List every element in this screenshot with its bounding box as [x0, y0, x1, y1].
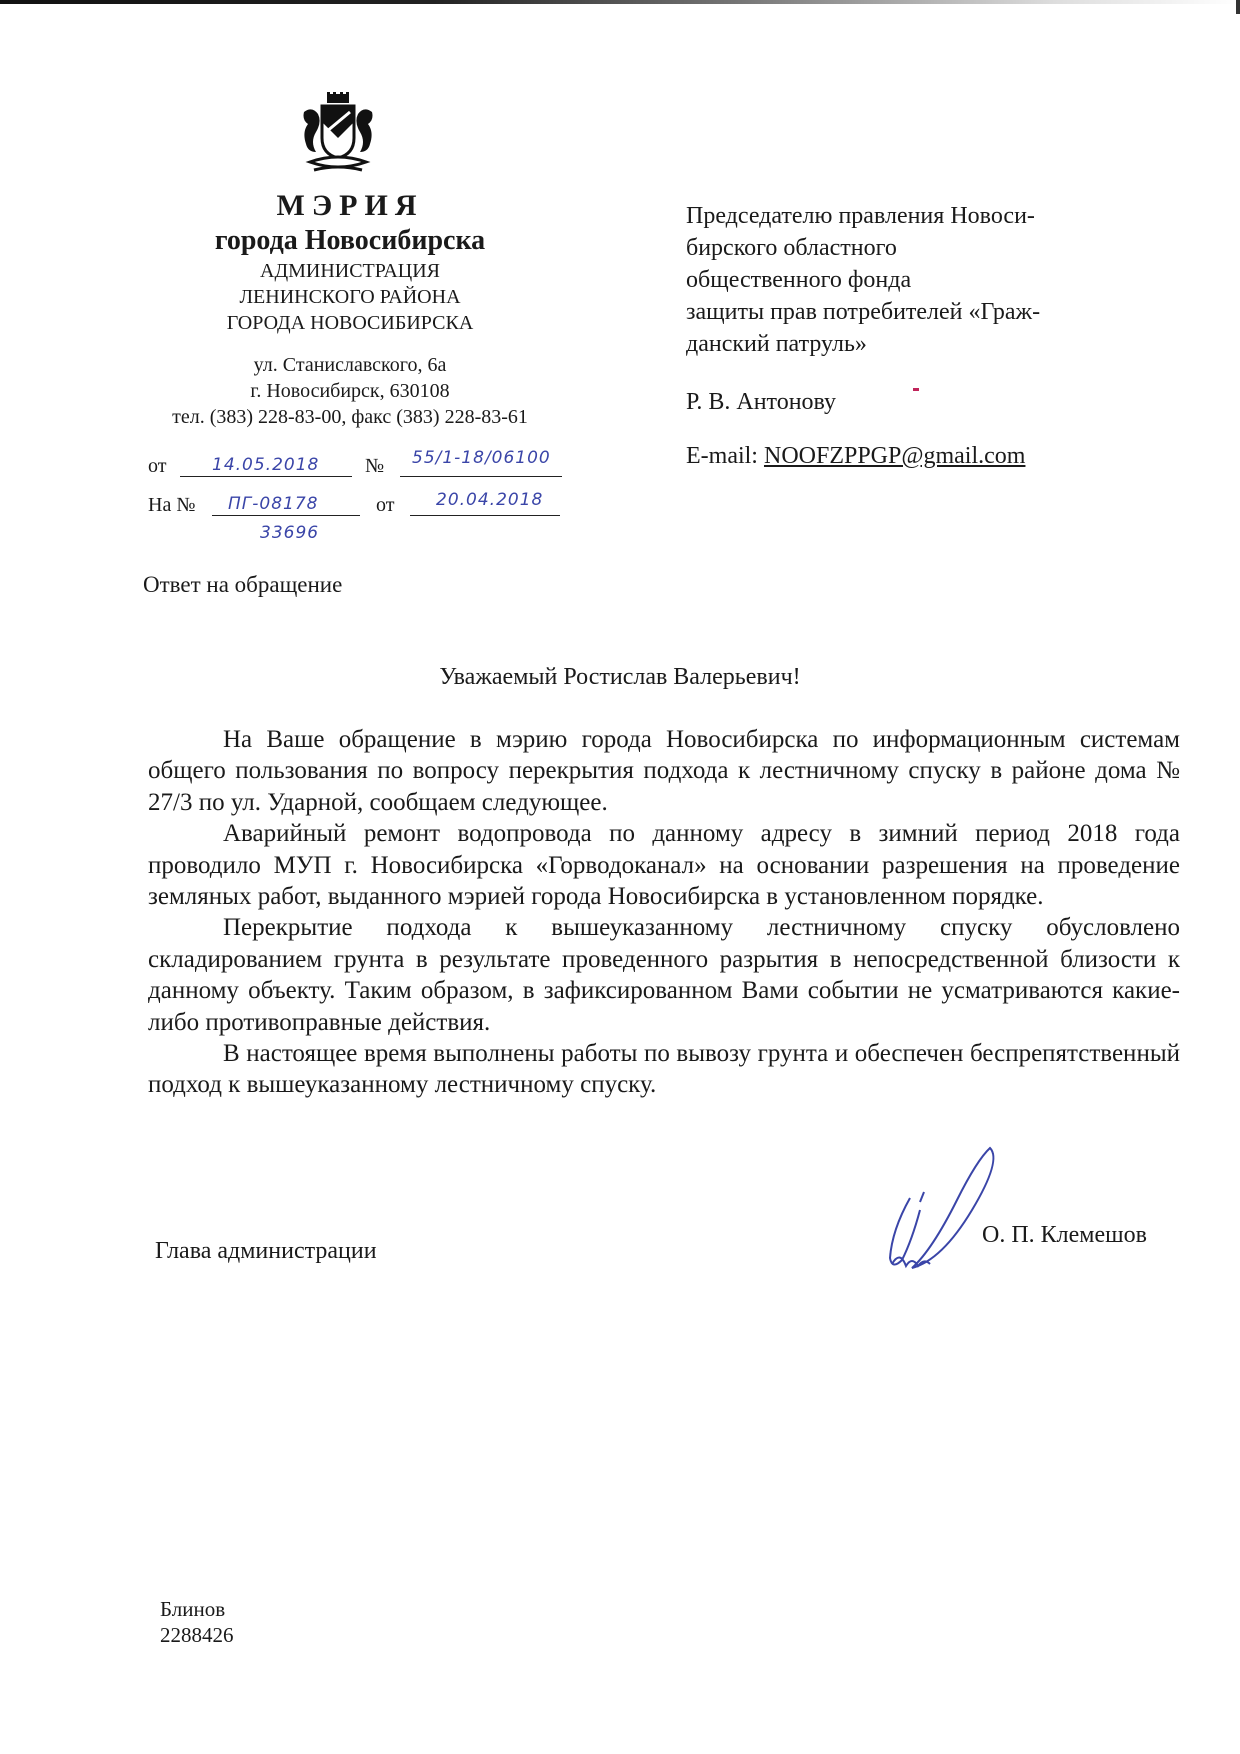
letterhead-address-line: г. Новосибирск, 630108 — [250, 380, 450, 402]
letterhead-address-line: ул. Станиславского, 6а — [253, 354, 447, 376]
number-underline — [400, 476, 562, 477]
scan-edge-right — [1236, 0, 1240, 14]
handwritten-signature-icon — [862, 1140, 1012, 1275]
letterhead-title: МЭРИЯ — [276, 189, 424, 222]
executor-name: Блинов — [160, 1597, 226, 1621]
addressee-line: бирского областного — [686, 235, 897, 261]
executor-block — [160, 1596, 234, 1648]
body-paragraph: Перекрытие подхода к вышеуказанному лестничному спуску обусловлено складированием грунта в результате проведенного разрытия в непосредственной близости к данному объекту. Таким образом, в зафиксированном Вами событии не усматриваются какие-либо противоправные действия. — [148, 914, 1180, 1036]
body-paragraph: Аварийный ремонт водопровода по данному адресу в зимний период 2018 года проводило МУП г. Новосибирска «Горводоканал» на основании разрешения на проведение земляных работ, выданного мэрией города Новосибирска в установленном порядке. — [148, 820, 1180, 911]
scan-edge — [0, 0, 1240, 4]
letterhead-admin-line: ГОРОДА НОВОСИБИРСКА — [226, 312, 474, 334]
email-link[interactable]: NOOFZPPGP@gmail.com — [763, 443, 1026, 469]
body-paragraph: В настоящее время выполнены работы по вывозу грунта и обеспечен беспрепятственный подход к вышеуказанному лестничному спуску. — [148, 1040, 1180, 1099]
registration-number-label: № — [365, 455, 385, 477]
addressee-line: данский патруль» — [686, 331, 867, 357]
reply-date-underline — [410, 515, 560, 516]
reply-date: 20.04.2018 — [436, 490, 544, 510]
signatory-name: О. П. Клемешов — [982, 1222, 1147, 1248]
addressee-block — [686, 200, 1126, 472]
subject-line: Ответ на обращение — [143, 572, 343, 597]
registration-number: 55/1-18/06100 — [412, 448, 551, 468]
letterhead-admin-line: ЛЕНИНСКОГО РАЙОНА — [239, 286, 461, 308]
addressee-email-line — [686, 440, 1126, 472]
reply-to-extra-number: 33696 — [260, 523, 320, 543]
addressee-line: Председателю правления Новоси- — [686, 203, 1035, 229]
letter-body — [148, 724, 1180, 1101]
letterhead — [130, 188, 570, 430]
addressee-line: общественного фонда — [686, 267, 912, 293]
registration-date: 14.05.2018 — [212, 455, 320, 475]
date-underline — [180, 476, 352, 477]
signatory-position: Глава администрации — [155, 1238, 377, 1264]
greeting: Уважаемый Ростислав Валерьевич! — [439, 664, 801, 690]
addressee-line: защиты прав потребителей «Граж- — [686, 299, 1041, 325]
coat-of-arms-icon — [300, 92, 376, 178]
reply-from-label: от — [376, 494, 395, 516]
reply-to-number: ПГ-08178 — [228, 494, 319, 514]
registration-from-label: от — [148, 455, 167, 477]
reply-number-underline — [212, 515, 360, 516]
stamp-mark — [913, 388, 919, 391]
addressee-name: Р. В. Антонову — [686, 389, 837, 415]
executor-phone: 2288426 — [160, 1623, 234, 1647]
body-paragraph: На Ваше обращение в мэрию города Новосибирска по информационным системам общего пользования по вопросу перекрытия подхода к лестничному спуску в районе дома № 27/3 по ул. Ударной, сообщаем следующее. — [148, 726, 1180, 816]
email-label: E-mail: — [686, 443, 758, 469]
reply-to-label: На № — [148, 494, 196, 516]
letterhead-admin-line: АДМИНИСТРАЦИЯ — [260, 260, 440, 282]
letterhead-city: города Новосибирска — [214, 225, 486, 256]
letterhead-phone-line: тел. (383) 228-83-00, факс (383) 228-83-61 — [172, 406, 528, 428]
